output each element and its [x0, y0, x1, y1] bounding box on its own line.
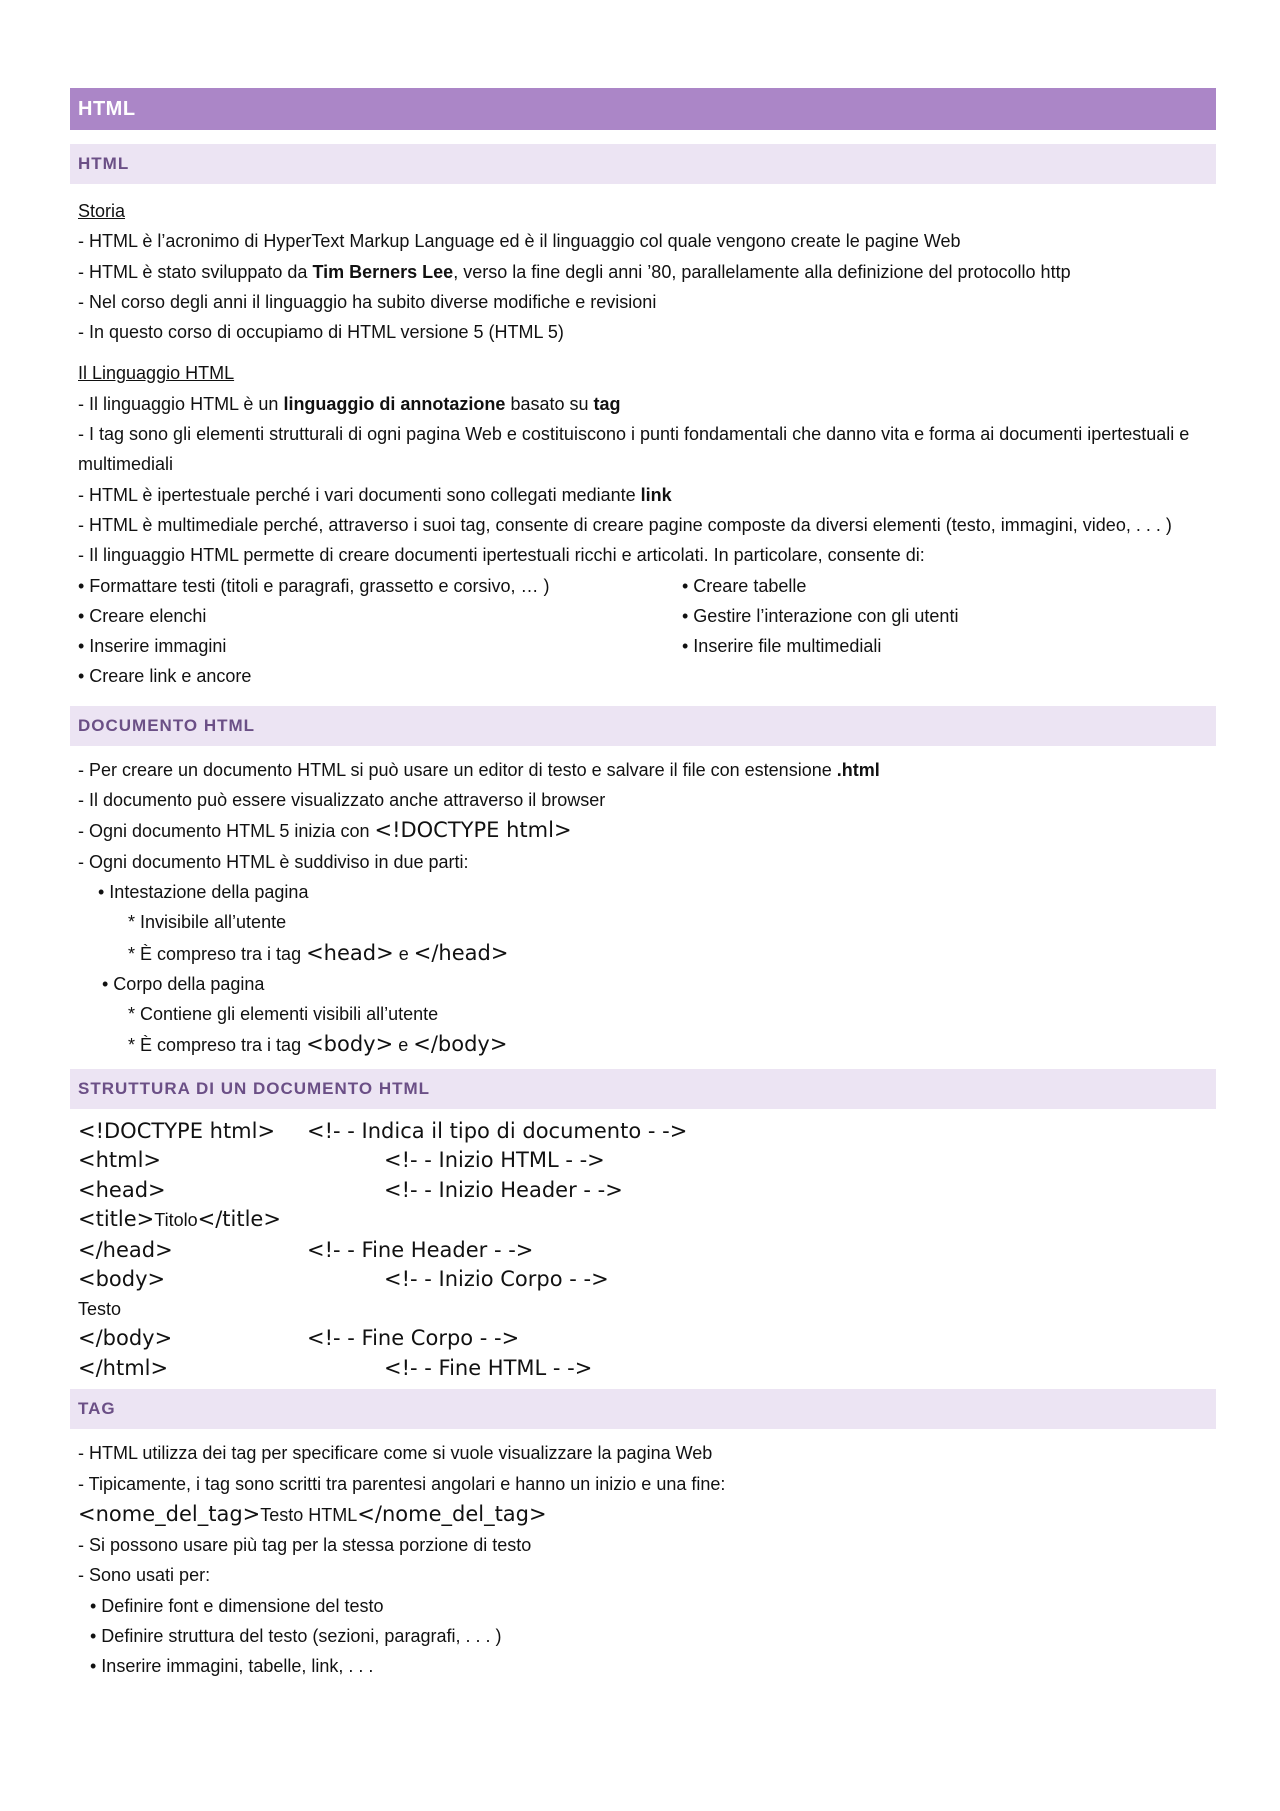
- doc-line-3: - Ogni documento HTML 5 inizia con <!DOCTYPE html>: [78, 818, 572, 843]
- doc-line-1: - Per creare un documento HTML si può usare un editor di testo e salvare il file con estensione .html: [78, 759, 880, 780]
- list-item: • Inserire file multimediali: [682, 636, 882, 657]
- list-item: • Definire font e dimensione del testo: [90, 1595, 384, 1616]
- section-documento-content: [70, 746, 1216, 1061]
- list-item: • Gestire l’interazione con gli utenti: [682, 605, 959, 626]
- doc-sub-bullet: * È compreso tra i tag <head> e </head>: [128, 940, 509, 965]
- section-header-documento: DOCUMENTO HTML: [70, 706, 1216, 746]
- section-header-html: HTML: [70, 144, 1216, 184]
- linguaggio-heading: Il Linguaggio HTML: [78, 363, 235, 384]
- features-left: [78, 571, 682, 692]
- tag-line-1: - HTML utilizza dei tag per specificare come si vuole visualizzare la pagina Web: [78, 1443, 713, 1464]
- list-item: • Creare elenchi: [78, 605, 207, 626]
- code-line: </html> <!- - Fine HTML - ->: [78, 1355, 593, 1380]
- section-tag-content: [70, 1429, 1216, 1681]
- linguaggio-line-3: - HTML è ipertestuale perché i vari documenti sono collegati mediante link: [78, 484, 672, 505]
- section-header-struttura: STRUTTURA DI UN DOCUMENTO HTML: [70, 1069, 1216, 1109]
- linguaggio-line-2: - I tag sono gli elementi strutturali di ogni pagina Web e costituiscono i punti fondamentali che danno vita e forma ai documenti ipertestuali e multimediali: [78, 424, 1190, 475]
- storia-line-2: - HTML è stato sviluppato da Tim Berners Lee, verso la fine degli anni ’80, parallelamente alla definizione del protocollo http: [78, 261, 1071, 282]
- section-header-tag: TAG: [70, 1389, 1216, 1429]
- doc-sub-bullet: * Invisibile all’utente: [128, 912, 287, 933]
- list-item: • Creare tabelle: [682, 575, 807, 596]
- doc-sub-bullet: * Contiene gli elementi visibili all’utente: [128, 1004, 439, 1025]
- features-list: [78, 571, 1208, 692]
- list-item: • Definire struttura del testo (sezioni, paragrafi, . . . ): [90, 1626, 502, 1646]
- doc-bullet-head: • Intestazione della pagina: [98, 881, 309, 902]
- list-item: • Formattare testi (titoli e paragrafi, grassetto e corsivo, … ): [78, 575, 550, 596]
- tag-syntax: <nome_del_tag>Testo HTML</nome_del_tag>: [78, 1501, 547, 1526]
- code-example: [70, 1109, 1216, 1384]
- linguaggio-line-1: - Il linguaggio HTML è un linguaggio di annotazione basato su tag: [78, 393, 621, 414]
- storia-line-3: - Nel corso degli anni il linguaggio ha subito diverse modifiche e revisioni: [78, 291, 657, 312]
- code-line: <!DOCTYPE html> <!- - Indica il tipo di documento - ->: [78, 1118, 688, 1143]
- list-item: • Inserire immagini: [78, 636, 227, 657]
- tag-line-2: - Tipicamente, i tag sono scritti tra parentesi angolari e hanno un inizio e una fine:: [78, 1473, 726, 1494]
- code-line: <body> <!- - Inizio Corpo - ->: [78, 1267, 609, 1292]
- linguaggio-line-5: - Il linguaggio HTML permette di creare documenti ipertestuali ricchi e articolati. In particolare, consente di:: [78, 545, 925, 566]
- doc-sub-bullet: * È compreso tra i tag <body> e </body>: [128, 1032, 508, 1057]
- linguaggio-line-4: - HTML è multimediale perché, attraverso i suoi tag, consente di creare pagine composte da diversi elementi (testo, immagini, video, . . . ): [78, 514, 1172, 535]
- storia-heading: Storia: [78, 201, 126, 221]
- features-right: [682, 571, 1208, 692]
- tag-line-5: - Sono usati per:: [78, 1565, 211, 1586]
- doc-bullet-body: • Corpo della pagina: [102, 973, 265, 994]
- list-item: • Inserire immagini, tabelle, link, . . .: [90, 1656, 374, 1677]
- storia-line-4: - In questo corso di occupiamo di HTML versione 5 (HTML 5): [78, 322, 564, 343]
- storia-line-1: - HTML è l’acronimo di HyperText Markup Language ed è il linguaggio col quale vengono create le pagine Web: [78, 231, 961, 252]
- code-line: </body> <!- - Fine Corpo - ->: [78, 1326, 520, 1351]
- code-line: <html> <!- - Inizio HTML - ->: [78, 1148, 605, 1173]
- code-line: <title>Titolo</title>: [78, 1207, 281, 1232]
- list-item: • Creare link e ancore: [78, 666, 252, 687]
- code-line: <head> <!- - Inizio Header - ->: [78, 1177, 623, 1202]
- code-line: </head> <!- - Fine Header - ->: [78, 1237, 534, 1262]
- document-page: [70, 88, 1216, 1682]
- doc-line-2: - Il documento può essere visualizzato anche attraverso il browser: [78, 790, 606, 811]
- doc-line-4: - Ogni documento HTML è suddiviso in due parti:: [78, 851, 469, 872]
- section-html-content: [70, 184, 1216, 692]
- code-line: Testo: [78, 1298, 122, 1319]
- page-title: HTML: [70, 88, 1216, 130]
- tag-line-4: - Si possono usare più tag per la stessa porzione di testo: [78, 1535, 532, 1556]
